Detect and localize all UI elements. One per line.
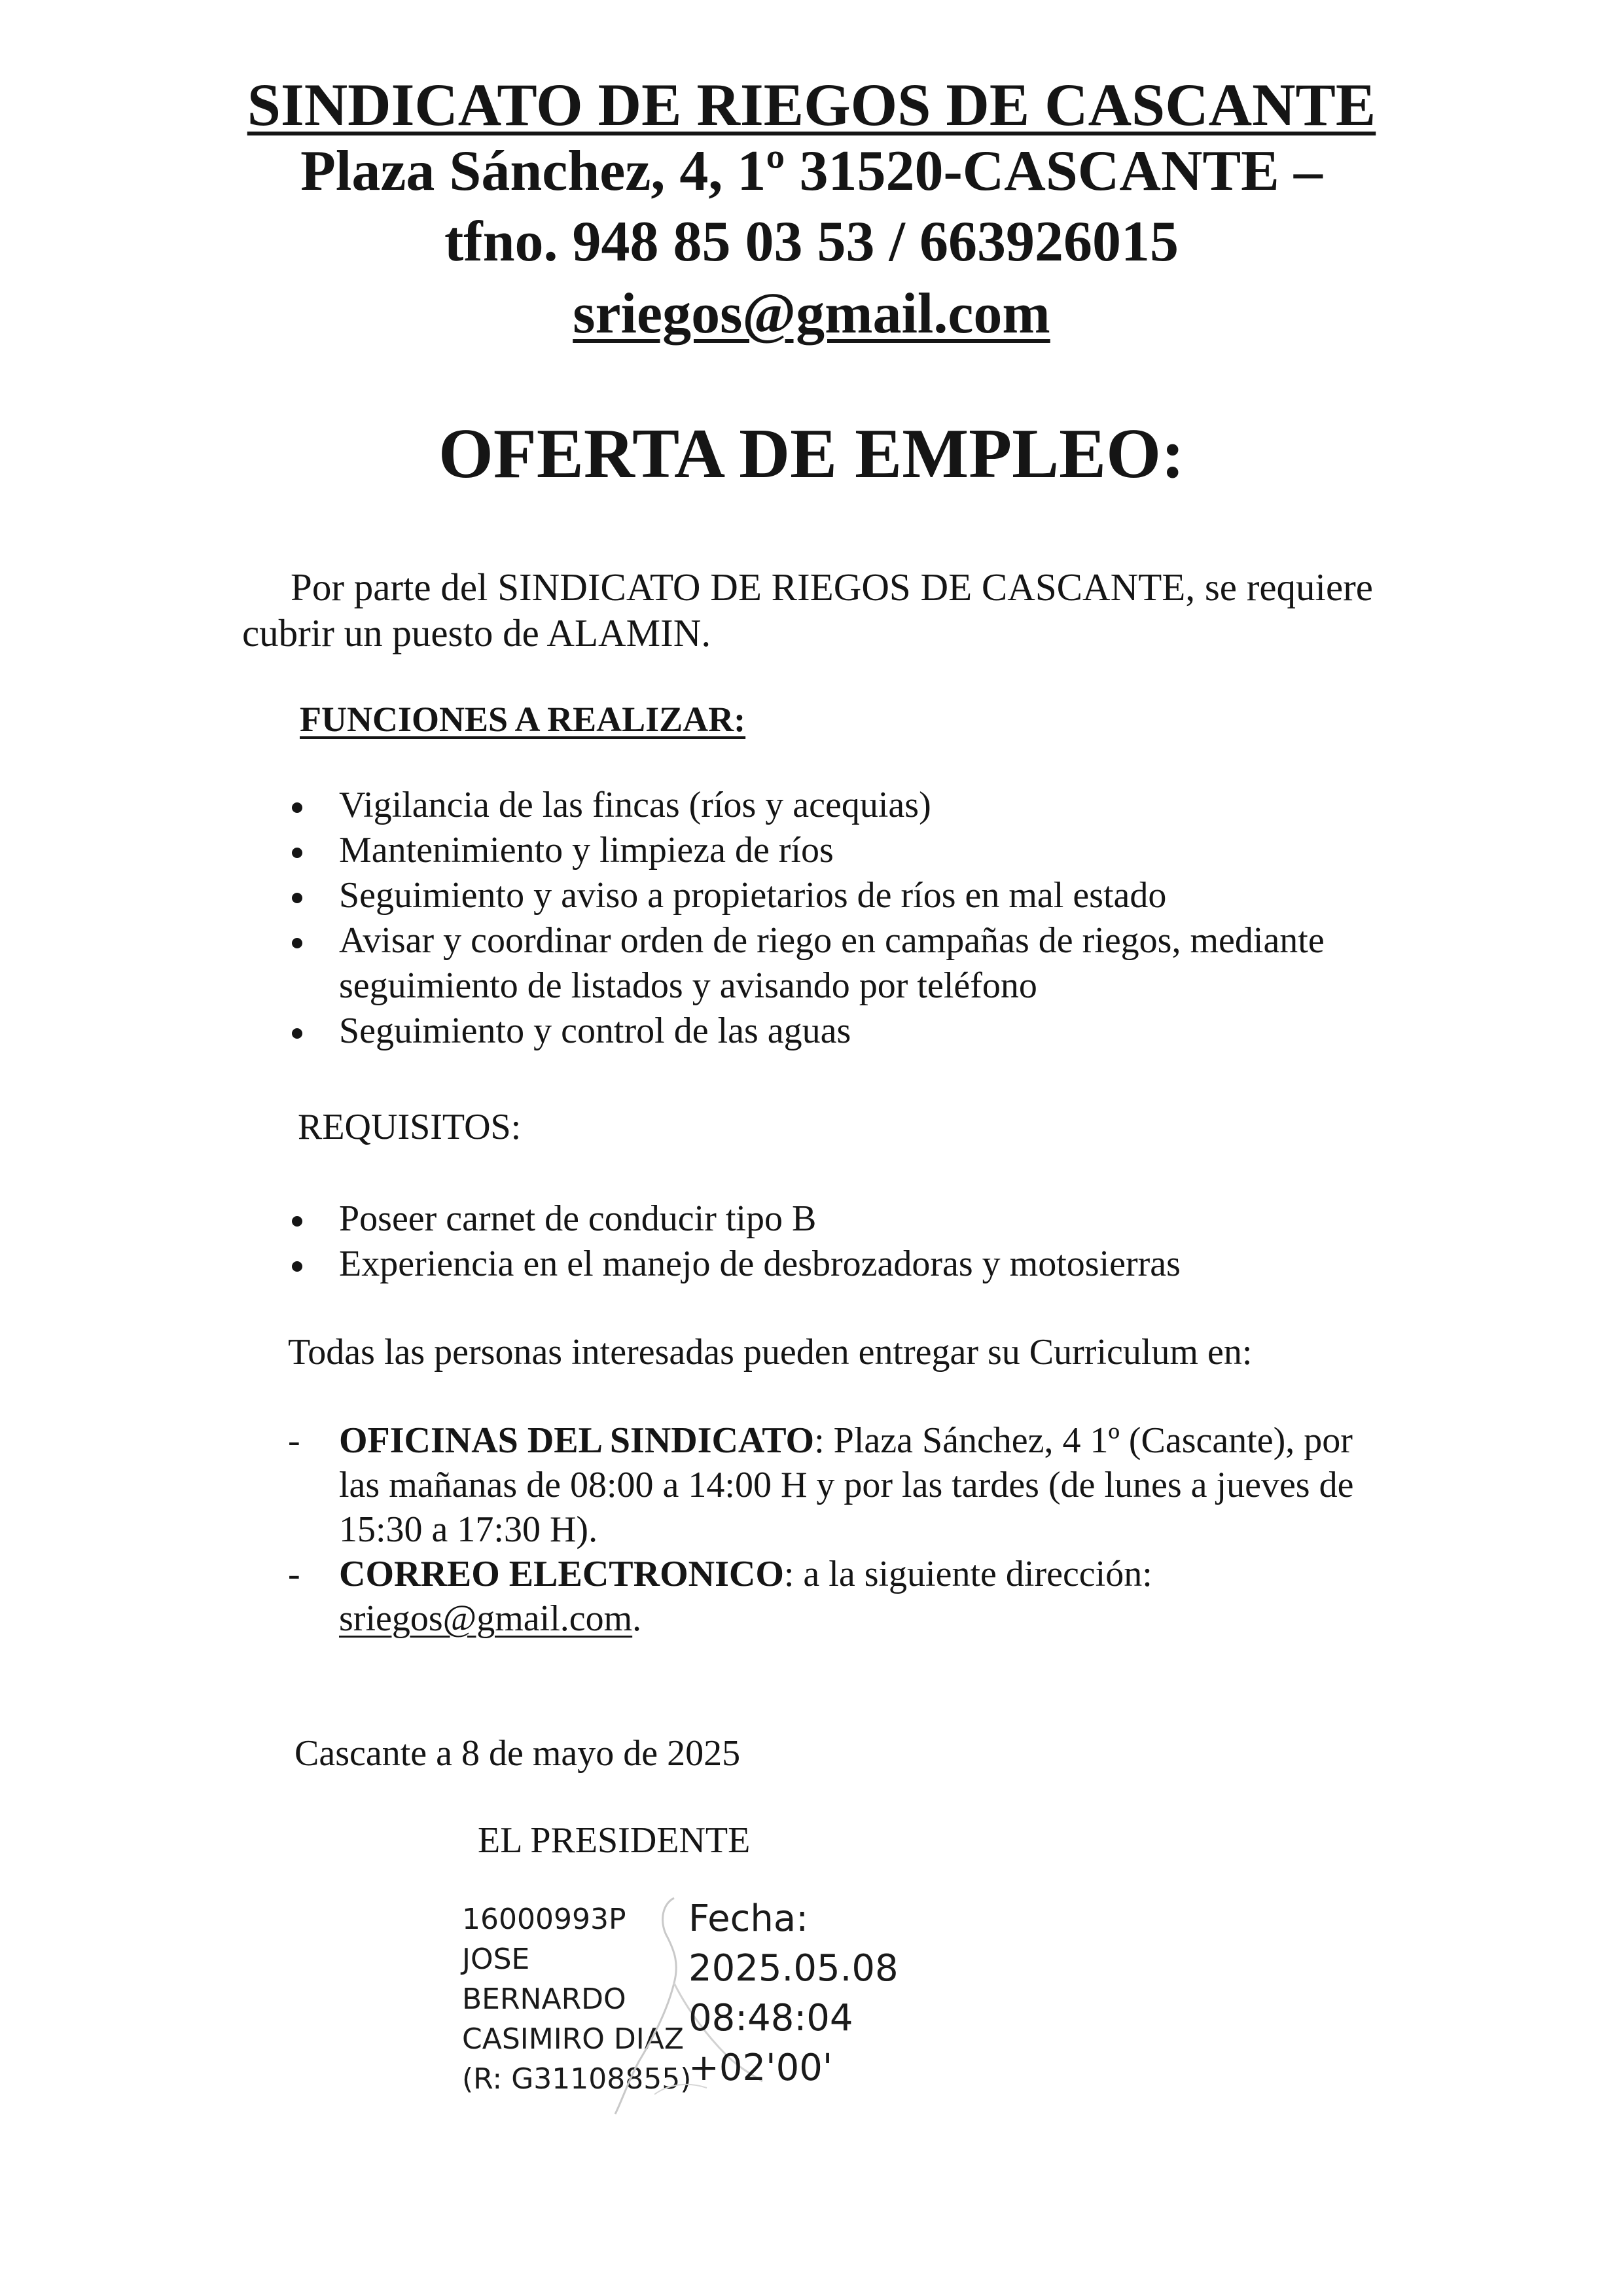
list-item: Seguimiento y control de las aguas: [288, 1009, 1440, 1054]
signature-date: Fecha: 2025.05.08 08:48:04 +02'00': [688, 1897, 899, 2089]
requirements-list: [288, 1196, 1440, 1287]
requirements-heading: REQUISITOS:: [298, 1107, 522, 1147]
org-phones: tfno. 948 85 03 53 / 663926015: [444, 210, 1179, 274]
page-title: OFERTA DE EMPLEO:: [438, 415, 1185, 493]
bullet-icon: [292, 1028, 302, 1039]
list-item: Poseer carnet de conducir tipo B: [288, 1196, 1440, 1242]
delivery-intro: Todas las personas interesadas pueden entregar su Curriculum en:: [288, 1332, 1253, 1372]
list-item: Avisar y coordinar orden de riego en campañas de riegos, mediante seguimiento de listados y avisando por teléfono: [288, 918, 1440, 1009]
list-item-email: - CORREO ELECTRONICO: a la siguiente dirección: sriegos@gmail.com.: [288, 1552, 1387, 1641]
bullet-icon: [292, 1216, 302, 1227]
bullet-icon: [292, 1261, 302, 1272]
list-item: Seguimiento y aviso a propietarios de ríos en mal estado: [288, 873, 1440, 918]
offices-label: OFICINAS DEL SINDICATO: [339, 1420, 815, 1461]
bullet-icon: [292, 802, 302, 813]
signatory-title: EL PRESIDENTE: [478, 1820, 751, 1861]
org-name: SINDICATO DE RIEGOS DE CASCANTE: [247, 71, 1376, 138]
functions-heading: FUNCIONES A REALIZAR:: [300, 700, 746, 739]
list-item-offices: [288, 1418, 1387, 1552]
dash-icon: -: [288, 1554, 300, 1594]
org-address: Plaza Sánchez, 4, 1º 31520-CASCANTE –: [300, 139, 1323, 203]
email-label: CORREO ELECTRONICO: [339, 1554, 784, 1594]
dash-icon: -: [288, 1420, 300, 1461]
bullet-icon: [292, 848, 302, 858]
email-link[interactable]: sriegos@gmail.com: [339, 1598, 633, 1639]
list-item: Experiencia en el manejo de desbrozadoras y motosierras: [288, 1242, 1440, 1287]
signature-signer: 16000993P JOSE BERNARDO CASIMIRO DIAZ (R: G31108855): [462, 1903, 692, 2096]
email-text: : a la siguiente dirección:: [783, 1554, 1152, 1594]
intro-paragraph: Por parte del SINDICATO DE RIEGOS DE CASCANTE, se requiere cubrir un puesto de ALAMIN.: [242, 565, 1373, 655]
org-email-link[interactable]: sriegos@gmail.com: [573, 282, 1050, 346]
functions-list: [288, 783, 1440, 1054]
delivery-list: [288, 1418, 1387, 1641]
bullet-icon: [292, 893, 302, 903]
date-line: Cascante a 8 de mayo de 2025: [294, 1733, 741, 1774]
offices-text: : Plaza Sánchez, 4 1º (Cascante), por las mañanas de 08:00 a 14:00 H y por las tardes (de lunes a jueves de 15:30 a 17:30 H).: [339, 1420, 1354, 1550]
org-email-line: [0, 280, 1623, 348]
list-item: Vigilancia de las fincas (ríos y acequias): [288, 783, 1440, 828]
bullet-icon: [292, 938, 302, 948]
list-item: Mantenimiento y limpieza de ríos: [288, 828, 1440, 873]
